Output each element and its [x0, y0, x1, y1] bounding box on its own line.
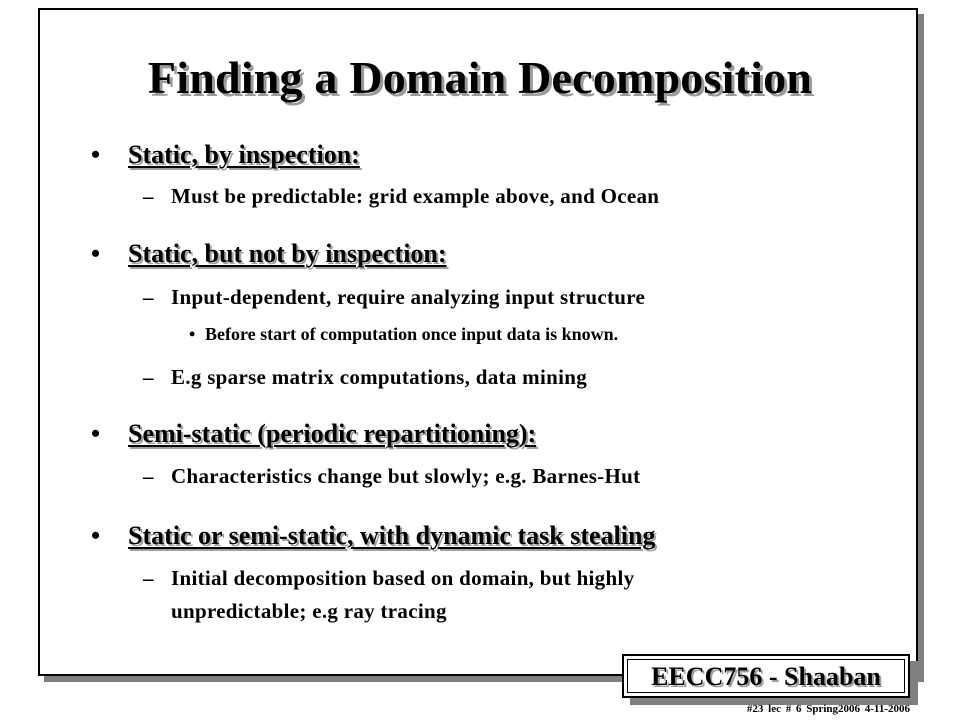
bullet-heading: Static, by inspection: [128, 140, 360, 169]
bullet-static-by-inspection [91, 140, 360, 170]
sub-bullet [143, 284, 646, 311]
bullet-dot-icon: • [189, 324, 196, 344]
course-badge [622, 654, 910, 698]
bullet-semi-static [91, 419, 537, 449]
dash-icon: – [143, 566, 154, 590]
sub-bullet-text: Characteristics change but slowly; e.g. Barnes-Hut [171, 464, 641, 488]
sub-bullet-text: Initial decomposition based on domain, but highly [171, 566, 635, 590]
slide-title: Finding a Domain Decomposition [147, 52, 813, 103]
sub-bullet-text: Input-dependent, require analyzing input structure [171, 285, 646, 309]
bullet-dot-icon: • [91, 239, 101, 268]
sub-sub-bullet-text: Before start of computation once input data is known. [205, 324, 619, 344]
course-badge-label: EECC756 - Shaaban [627, 659, 905, 693]
sub-bullet-text: E.g sparse matrix computations, data mining [171, 365, 588, 389]
bullet-heading: Static or semi-static, with dynamic task stealing [128, 521, 656, 550]
dash-icon: – [143, 365, 154, 389]
sub-bullet [143, 183, 660, 210]
dash-icon: – [143, 464, 154, 488]
dash-icon: – [143, 285, 154, 309]
sub-bullet-text: Must be predictable: grid example above, and Ocean [171, 184, 660, 208]
dash-icon: – [143, 184, 154, 208]
bullet-static-not-by-inspection [91, 239, 447, 269]
bullet-dot-icon: • [91, 521, 101, 550]
bullet-dot-icon: • [91, 140, 101, 169]
slide-footer: #23 lec # 6 Spring2006 4-11-2006 [746, 703, 910, 715]
bullet-dot-icon: • [91, 419, 101, 448]
sub-bullet [143, 364, 588, 391]
sub-bullet [143, 565, 635, 592]
sub-sub-bullet [189, 322, 619, 346]
bullet-dynamic-task-stealing [91, 521, 656, 551]
sub-bullet [143, 463, 641, 490]
bullet-heading: Static, but not by inspection: [128, 239, 447, 268]
sub-bullet-text: unpredictable; e.g ray tracing [171, 599, 447, 623]
sub-bullet-continuation [171, 598, 447, 625]
bullet-heading: Semi-static (periodic repartitioning): [128, 419, 537, 448]
